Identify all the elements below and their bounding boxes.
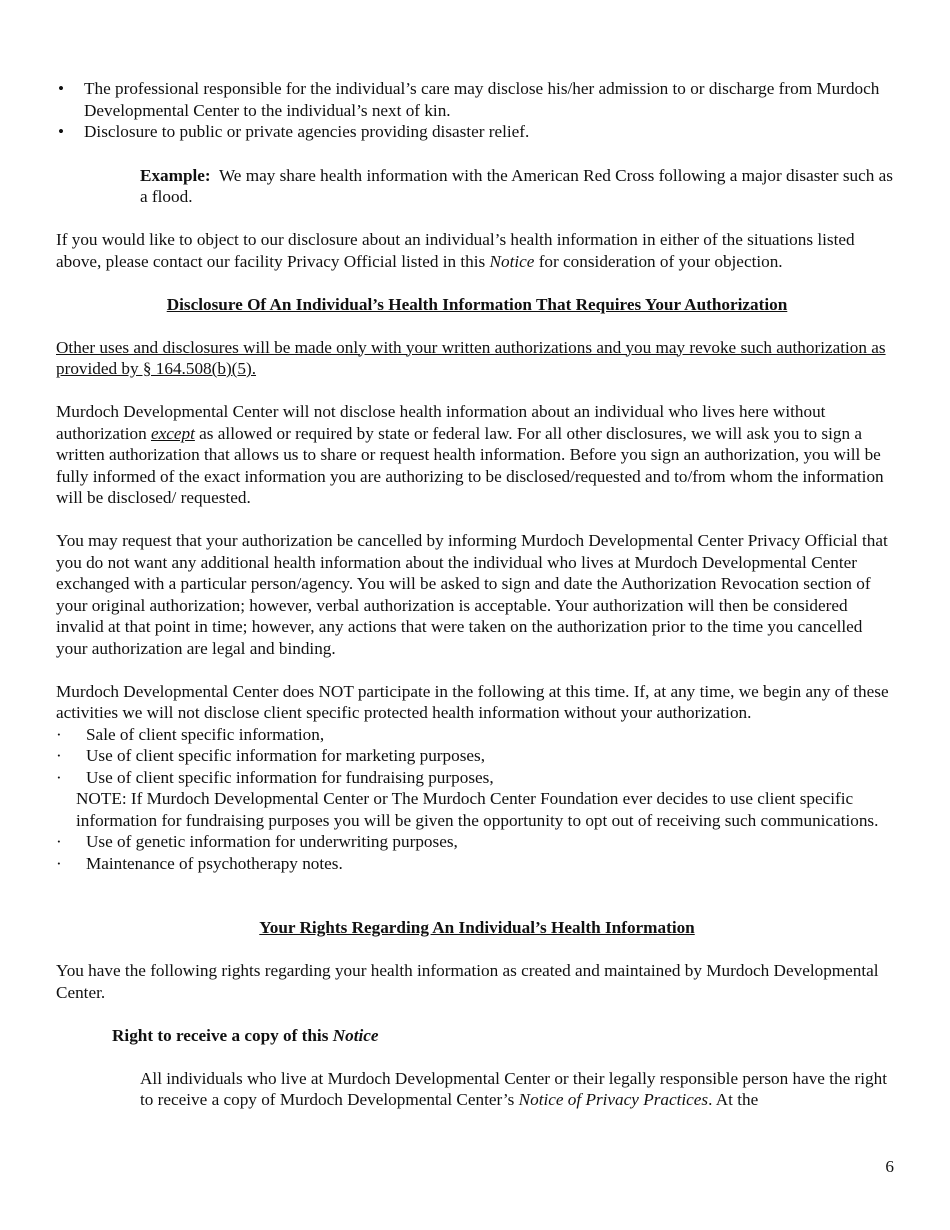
heading-authorization: Disclosure Of An Individual’s Health Information That Requires Your Authorization <box>166 294 788 314</box>
right-copy-text-end: . At the <box>708 1090 759 1109</box>
no-disclose-paragraph <box>56 401 898 509</box>
heading-rights: Your Rights Regarding An Individual’s Health Information <box>259 918 695 937</box>
cancel-paragraph: You may request that your authorization be cancelled by informing Murdoch Developmental Center Privacy Official that you do not want any additional health information about the individual who lives at Murdoch Developmental Center exchanged with a particular person/agency. You will be asked to sign and date the Authorization Revocation section of your original authorization; however, verbal authorization is acceptable. Your authorization will then be considered invalid at that point in time; however, any actions that were taken on the authorization prior to the time you cancelled your authorization are legal and binding. <box>56 531 888 658</box>
except-word: except <box>150 423 195 443</box>
document-page <box>56 78 898 1111</box>
activity-item: · Use of genetic information for underwriting purposes, <box>56 831 898 853</box>
object-text-end: for consideration of your objection. <box>534 251 783 271</box>
fundraising-note: NOTE: If Murdoch Developmental Center or The Murdoch Center Foundation ever decides to use client specific information for fundraising purposes you will be given the opportunity to opt out of receiving such communications. <box>76 789 879 830</box>
no-disclose-end: as allowed or required by state or federal law. For all other disclosures, we will ask you to sign a written authorization that allows us to share or request health information. Before you sign an authorization, you will be fully informed of the exact information you are authorizing to be disclosed/requested and to/from whom the information will be disclosed/ requested. <box>56 423 884 507</box>
example-paragraph <box>140 165 898 208</box>
activity-item: · Sale of client specific information, <box>56 724 898 746</box>
not-participate-paragraph: Murdoch Developmental Center does NOT participate in the following at this time. If, at any time, we begin any of these activities we will not disclose client specific protected health information without your authorization. <box>56 681 889 722</box>
object-notice-word: Notice <box>489 251 535 271</box>
page-number: 6 <box>885 1157 894 1176</box>
activities-list-continued <box>56 831 898 874</box>
right-copy-heading-text: Right to receive a copy of this <box>112 1025 333 1045</box>
right-copy-heading <box>112 1025 898 1047</box>
activity-item: · Use of client specific information for marketing purposes, <box>56 745 898 767</box>
right-copy-paragraph <box>140 1068 898 1111</box>
activity-item: · Use of client specific information for fundraising purposes, <box>56 767 898 789</box>
object-text-start: If you would like to object to our disclosure about an individual’s health information in either of the situations listed above, please contact our facility Privacy Official listed in this <box>56 230 855 271</box>
bullet-disaster-relief: • Disclosure to public or private agencies providing disaster relief. <box>56 121 898 143</box>
underlined-paragraph: Other uses and disclosures will be made only with your written authorizations and you may revoke such authorization as provided by § 164.508(b)(5). <box>56 337 886 378</box>
disclosure-bullets <box>56 78 898 143</box>
rights-intro: You have the following rights regarding your health information as created and maintained by Murdoch Developmental Center. <box>56 961 879 1002</box>
object-paragraph <box>56 229 898 272</box>
privacy-practices-title: Notice of Privacy Practices <box>518 1090 709 1109</box>
activity-item: · Maintenance of psychotherapy notes. <box>56 853 898 875</box>
no-disclose-start: Murdoch Developmental Center will not disclose health information about an individual who lives here without authorization <box>56 402 826 443</box>
example-text: We may share health information with the American Red Cross following a major disaster such as a flood. <box>140 165 898 206</box>
right-copy-heading-notice: Notice <box>332 1025 379 1045</box>
right-copy-text-start: All individuals who live at Murdoch Developmental Center or their legally responsible person have the right to receive a copy of Murdoch Developmental Center’s <box>140 1068 887 1109</box>
bullet-next-of-kin: • The professional responsible for the individual’s care may disclose his/her admission to or discharge from Murdoch Developmental Center to the individual’s next of kin. <box>56 78 898 121</box>
activities-list <box>56 724 898 789</box>
example-label: Example: <box>140 165 211 185</box>
